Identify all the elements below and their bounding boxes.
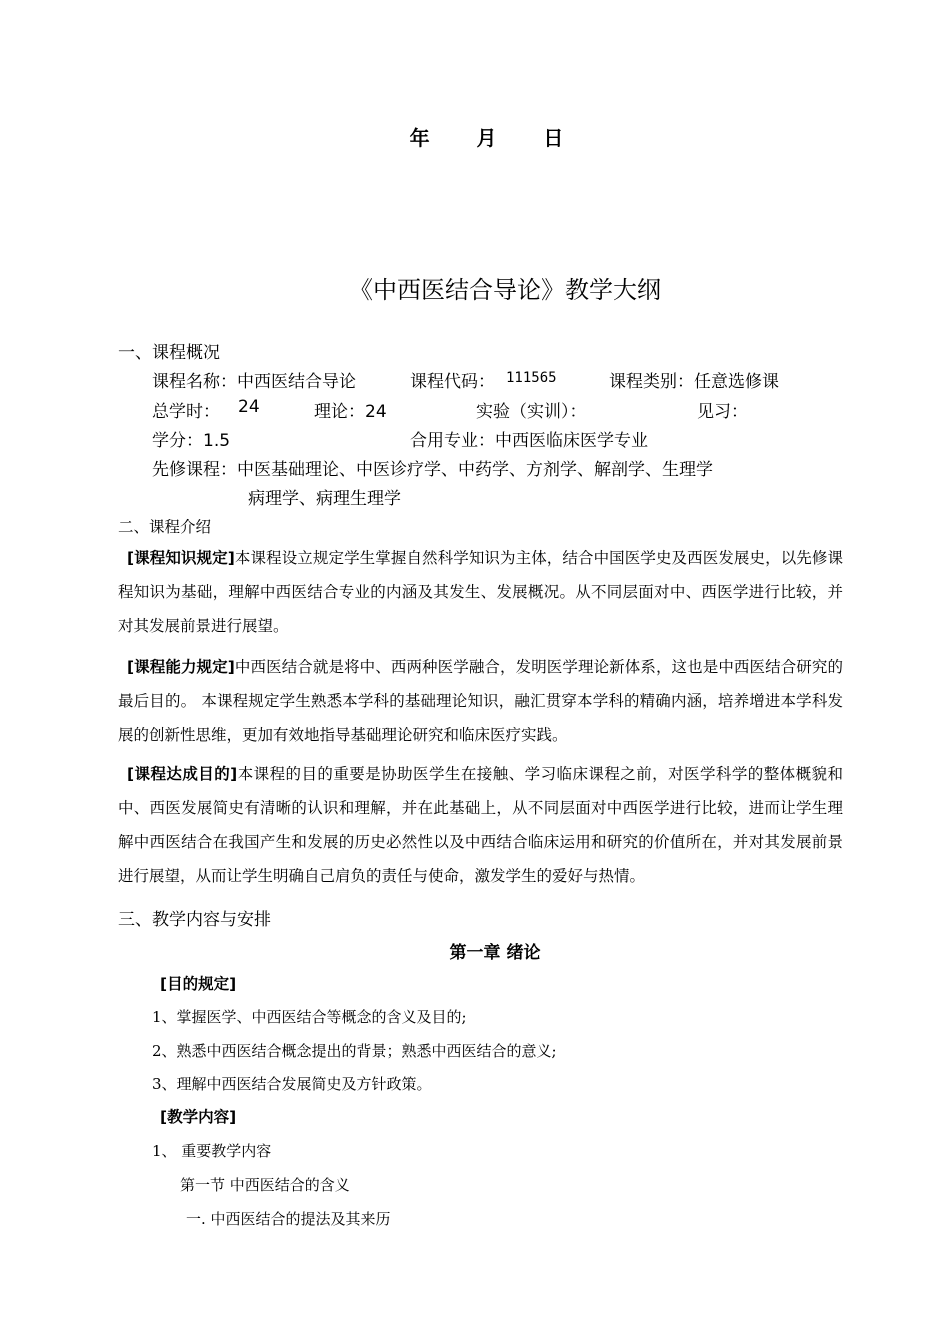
course-type: 课程类别：任意选修课 (609, 372, 779, 392)
course-code-label: 课程代码： (410, 372, 495, 392)
knowledge-tag: [课程知识规定] (127, 549, 235, 567)
section3-heading: 三、教学内容与安排 (118, 910, 271, 930)
section2-heading: 二、课程介绍 (118, 518, 212, 536)
ability-text: 中西医结合就是将中、西两种医学融合，发明医学理论新体系，这也是中西医结合研究的最后目的。 本课程规定学生熟悉本学科的基础理论知识，融汇贯穿本学科的精确内涵，培养增进本学科发展的创新性思维，更加有效地指导基础理论研究和临床医疗实践。 (118, 658, 843, 744)
lab-hours: 实验（实训）： (476, 402, 587, 422)
ability-tag: [课程能力规定] (127, 658, 235, 676)
document-title: 《中西医结合导论》教学大纲 (349, 276, 661, 304)
date-day: 日 (543, 126, 566, 150)
prerequisites: 先修课程：中医基础理论、中医诊疗学、中药学、方剂学、解剖学、生理学 (152, 460, 713, 480)
total-hours: 24 (238, 397, 260, 417)
prerequisites-cont: 病理学、病理生理学 (248, 489, 401, 509)
applicable-major: 合用专业：中西医临床医学专业 (410, 431, 648, 451)
course-name: 课程名称：中西医结合导论 (152, 372, 356, 392)
chapter-title: 第一章 绪论 (449, 943, 541, 963)
total-hours-label: 总学时： (152, 402, 220, 422)
goal-text: 本课程的目的重要是协助医学生在接触、学习临床课程之前，对医学科学的整体概貌和中、西医发展简史有清晰的认识和理解，并在此基础上，从不同层面对中西医学进行比较，进而让学生理解中西医结合在我国产生和发展的历史必然性以及中西结合临床运用和研究的价值所在，并对其发展前景进行展望，从而让学生明确自己肩负的责任与使命，激发学生的爱好与热情。 (118, 765, 843, 885)
knowledge-text: 本课程设立规定学生掌握自然科学知识为主体，结合中国医学史及西医发展史，以先修课程知识为基础，理解中西医结合专业的内涵及其发生、发展概况。从不同层面对中、西医学进行比较，并对其发展前景进行展望。 (118, 549, 843, 635)
subsection-title: 一. 中西医结合的提法及其来历 (186, 1210, 391, 1228)
purpose-item-3: 3、理解中西医结合发展简史及方针政策。 (152, 1075, 432, 1093)
date-line (0, 122, 950, 151)
content-heading: [教学内容] (160, 1108, 237, 1126)
theory-hours: 理论：24 (314, 402, 387, 422)
section1-heading: 一、课程概况 (118, 343, 220, 363)
course-code: 111565 (506, 370, 557, 386)
purpose-item-2: 2、熟悉中西医结合概念提出的背景；熟悉中西医结合的意义; (152, 1042, 557, 1060)
date-month: 月 (476, 126, 499, 150)
section-title: 第一节 中西医结合的含义 (180, 1176, 350, 1194)
ability-paragraph (118, 650, 843, 752)
goal-tag: [课程达成目的] (127, 765, 238, 783)
date-year: 年 (409, 126, 432, 150)
purpose-item-1: 1、掌握医学、中西医结合等概念的含义及目的; (152, 1008, 467, 1026)
purpose-heading: [目的规定] (160, 975, 237, 993)
content-item-1: 1、 重要教学内容 (152, 1142, 272, 1160)
credit: 学分：1.5 (152, 431, 231, 451)
knowledge-paragraph (118, 541, 843, 643)
goal-paragraph (118, 757, 843, 893)
observation-hours: 见习： (697, 402, 748, 422)
